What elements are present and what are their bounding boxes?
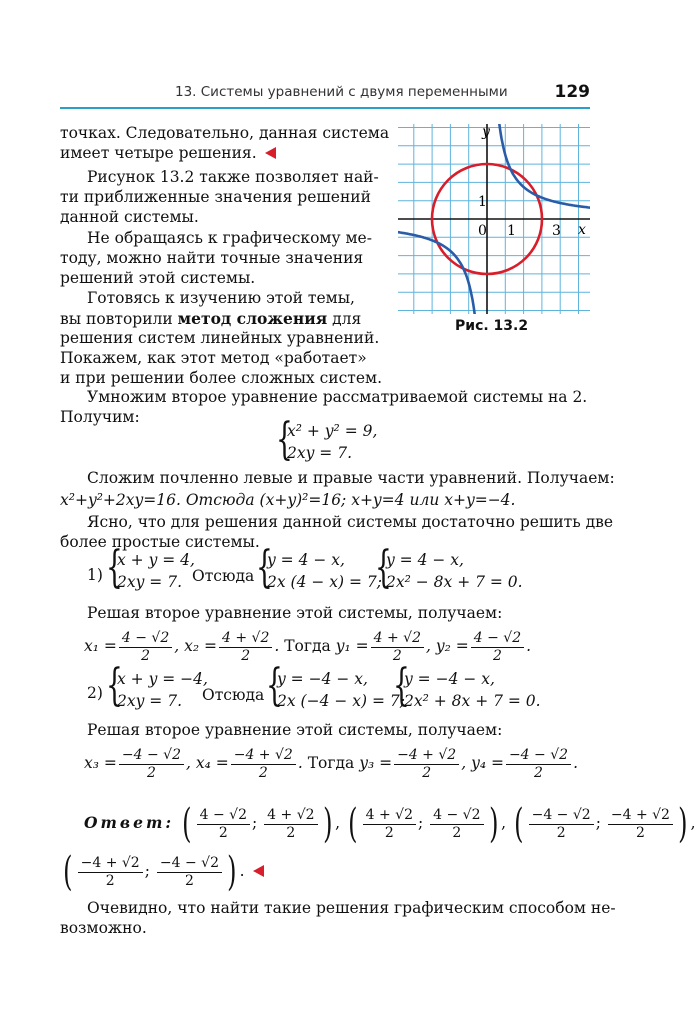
system-brace: { (375, 542, 392, 593)
answer-row-2: ( $\frac{-4 + √2}{2}$ ; $\frac{-4 - √2}{2}$ ) . (60, 852, 264, 892)
text-line: тоду, можно найти точные значения (60, 249, 364, 267)
system-brace: { (276, 414, 293, 465)
system-2-step: y = −4 − x, 2x (−4 − x) = 7; (277, 670, 405, 710)
page-header (60, 82, 590, 106)
system-0: x² + y² = 9, 2xy = 7. (287, 422, 378, 462)
text-line: Решая второе уравнение этой системы, получаем: (87, 604, 503, 622)
answer-label: Ответ: (84, 813, 175, 832)
roots-row-2: x₃ = $\frac{-4 - √2}{2}$ , x₄ = $\frac{-4 + √2}{2}$ . Тогда y₃ = $\frac{-4 + √2}{2}$ , y₄ = $\frac{-4 - √2}{2}$ . (84, 746, 578, 781)
text-line: x²+y²+2xy=16. Отсюда (x+y)²=16; x+y=4 или x+y=−4. (60, 491, 516, 509)
origin-label: 0 (478, 223, 487, 239)
system-2-result: y = −4 − x, 2x² + 8x + 7 = 0. (404, 670, 541, 710)
system-2: x + y = −4, 2xy = 7. (117, 670, 208, 710)
text-line: Покажем, как этот метод «работает» (60, 349, 367, 367)
text-line: Умножим второе уравнение рассматриваемой системы на 2. (87, 388, 588, 406)
answer-row-1: Ответ: ( $\frac{4 - √2}{2}$ ; $\frac{4 + √2}{2}$ ) , ( $\frac{4 + √2}{2}$ ; $\frac{4 - √2}{2}$ ) , ( $\frac{-4 - √2}{2}$ ; $\frac{-4 + √2}{2}$ ) , (84, 801, 696, 847)
text-line: имеет четыре решения. (60, 144, 276, 163)
chapter-title: 13. Системы уравнений с двумя переменными (175, 84, 508, 100)
system-brace: { (266, 660, 283, 711)
y-tick-1: 1 (478, 194, 487, 210)
text-line: Отсюда (202, 686, 265, 704)
system-1-result: y = 4 − x, 2x² − 8x + 7 = 0. (386, 551, 523, 591)
figure-13-2 (398, 124, 590, 314)
roots-row-1: x₁ = $\frac{4 - √2}{2}$ , x₂ = $\frac{4 + √2}{2}$ . Тогда y₁ = $\frac{4 + √2}{2}$ , y₂ = $\frac{4 - √2}{2}$ . (84, 629, 532, 664)
system-brace: { (393, 660, 410, 711)
end-marker-icon (265, 147, 276, 159)
graph-svg (398, 124, 590, 314)
text-line: Ясно, что для решения данной системы достаточно решить две (87, 513, 614, 531)
text-line: Очевидно, что найти такие решения графическим способом не- (87, 899, 616, 917)
text-line: Получим: (60, 408, 140, 426)
method-term: метод сложения (177, 309, 328, 328)
text-line: Готовясь к изучению этой темы, (87, 289, 355, 307)
figure-caption: Рис. 13.2 (455, 318, 529, 334)
y-axis-label: y (482, 124, 490, 140)
x-tick-3: 3 (552, 223, 561, 239)
system-1-step: y = 4 − x, 2x (4 − x) = 7; (267, 551, 382, 591)
x-tick-1: 1 (507, 223, 516, 239)
system-brace: { (106, 660, 123, 711)
item-number: 1) (87, 566, 103, 584)
system-brace: { (106, 542, 123, 593)
x-axis-label: x (578, 222, 586, 238)
text-line: решений этой системы. (60, 269, 256, 287)
system-brace: { (256, 542, 273, 593)
text-line: Сложим почленно левые и правые части уравнений. Получаем: (87, 469, 615, 487)
text-line: более простые системы. (60, 533, 260, 551)
text-line: Не обращаясь к графическому ме- (87, 229, 372, 247)
end-marker-icon (253, 865, 264, 877)
text-line: точках. Следовательно, данная система (60, 124, 390, 142)
text-line: данной системы. (60, 208, 199, 226)
header-rule (60, 107, 590, 109)
text-line: ти приближенные значения решений (60, 188, 371, 206)
text-line: Рисунок 13.2 также позволяет най- (87, 168, 379, 186)
item-number: 2) (87, 684, 103, 702)
text-line: возможно. (60, 919, 147, 937)
text-line: Решая второе уравнение этой системы, получаем: (87, 721, 503, 739)
text-line: решения систем линейных уравнений. (60, 329, 380, 347)
text-line: вы повторили метод сложения для (60, 309, 362, 328)
page-number: 129 (554, 82, 590, 102)
text-line: и при решении более сложных систем. (60, 369, 383, 387)
text-line: Отсюда (192, 567, 255, 585)
system-1: x + y = 4, 2xy = 7. (117, 551, 195, 591)
